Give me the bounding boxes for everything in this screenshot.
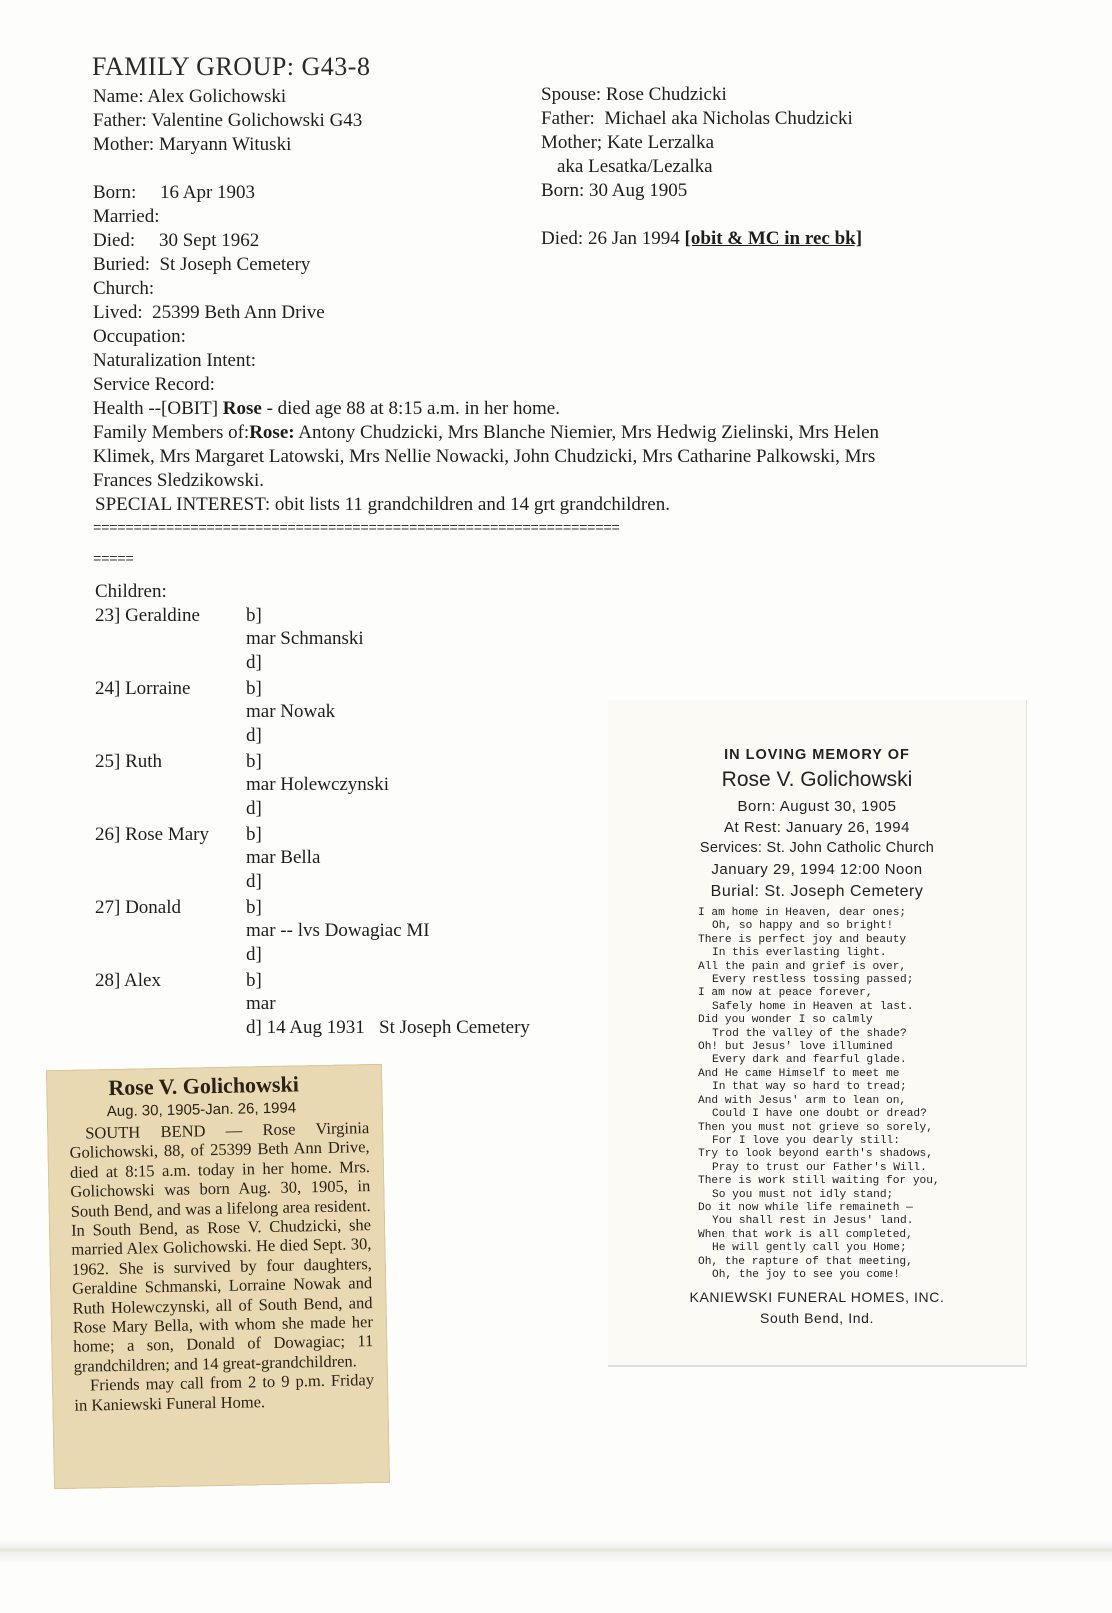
spouse-died	[541, 227, 862, 251]
poem-line: Do it now while life remaineth —	[698, 1201, 913, 1214]
spouse-died-date: Died: 26 Jan 1994	[541, 228, 680, 249]
child-26-married: mar Bella	[246, 847, 321, 868]
poem-line: Oh, so happy and so bright!	[712, 920, 894, 933]
child-23-name: 23] Geraldine	[95, 605, 200, 626]
card-born: Born: August 30, 1905	[737, 798, 897, 815]
family-members-line1	[93, 421, 879, 445]
family-members-name: Rose:	[249, 422, 295, 443]
poem-line: And with Jesus' arm to lean on,	[698, 1094, 907, 1107]
husband-buried: Buried: St Joseph Cemetery	[93, 254, 311, 275]
poem-line: Pray to trust our Father's Will.	[712, 1161, 927, 1174]
husband-church: Church:	[93, 278, 155, 299]
husband-naturalization: Naturalization Intent:	[93, 350, 257, 371]
child-26-born: b]	[246, 824, 262, 845]
child-25-died: d]	[246, 798, 262, 819]
clipping-headline: Rose V. Golichowski	[108, 1071, 300, 1101]
spouse-born: Born: 30 Aug 1905	[541, 180, 688, 201]
card-service-date: January 29, 1994 12:00 Noon	[711, 861, 923, 878]
child-26-died: d]	[246, 871, 262, 892]
spouse-father: Father: Michael aka Nicholas Chudzicki	[541, 108, 853, 129]
husband-born: Born: 16 Apr 1903	[93, 182, 256, 203]
clipping-dates: Aug. 30, 1905-Jan. 26, 1994	[106, 1099, 297, 1121]
poem-line: Try to look beyond earth's shadows,	[698, 1148, 933, 1161]
child-27-name: 27] Donald	[95, 897, 182, 918]
health-text: - died age 88 at 8:15 a.m. in her home.	[266, 398, 560, 419]
husband-married: Married:	[93, 206, 160, 227]
child-28-married: mar	[246, 993, 276, 1014]
poem-line: Oh, the joy to see you come!	[712, 1268, 900, 1281]
poem-line: Every dark and fearful glade.	[712, 1054, 907, 1067]
child-24-name: 24] Lorraine	[95, 678, 191, 699]
card-city: South Bend, Ind.	[760, 1310, 874, 1326]
memorial-card	[608, 700, 1027, 1367]
poem-line: Safely home in Heaven at last.	[712, 1000, 914, 1013]
child-28-born: b]	[246, 970, 262, 991]
child-28-died: d] 14 Aug 1931 St Joseph Cemetery	[246, 1017, 530, 1038]
husband-occupation: Occupation:	[93, 326, 186, 347]
poem-line: He will gently call you Home;	[712, 1242, 907, 1255]
poem-line: All the pain and grief is over,	[698, 960, 907, 973]
children-label: Children:	[95, 581, 167, 602]
poem-line: Then you must not grieve so sorely,	[698, 1121, 933, 1134]
poem-line: Oh, the rapture of that meeting,	[698, 1255, 913, 1268]
child-26-name: 26] Rose Mary	[95, 824, 209, 845]
obit-note: [obit & MC in rec bk]	[684, 228, 863, 249]
family-members-text1: Antony Chudzicki, Mrs Blanche Niemier, Mrs Hedwig Zielinski, Mrs Helen	[298, 422, 880, 443]
poem-line: Did you wonder I so calmly	[698, 1014, 873, 1027]
child-28-name: 28] Alex	[95, 970, 161, 991]
poem-line: Could I have one doubt or dread?	[712, 1108, 927, 1121]
health-prefix: Health --[OBIT]	[93, 398, 219, 419]
poem-line: You shall rest in Jesus' land.	[712, 1215, 914, 1228]
family-members-line3: Frances Sledzikowski.	[93, 470, 264, 491]
card-poem	[698, 907, 958, 1282]
poem-line: Oh! but Jesus' love illumined	[698, 1041, 893, 1054]
husband-father: Father: Valentine Golichowski G43	[93, 110, 363, 131]
family-members-prefix: Family Members of:	[93, 422, 250, 443]
husband-died: Died: 30 Sept 1962	[93, 230, 260, 251]
newspaper-obituary-clipping	[46, 1064, 390, 1489]
scan-edge-band	[0, 1538, 1112, 1562]
card-services: Services: St. John Catholic Church	[699, 840, 935, 856]
spouse-name: Spouse: Rose Chudzicki	[541, 84, 727, 105]
poem-line: There is work still waiting for you,	[698, 1175, 940, 1188]
card-at-rest: At Rest: January 26, 1994	[724, 819, 910, 836]
child-24-died: d]	[246, 725, 262, 746]
card-burial: Burial: St. Joseph Cemetery	[710, 883, 924, 900]
child-27-died: d]	[246, 944, 262, 965]
poem-line: I am now at peace forever,	[698, 987, 873, 1000]
family-group-title: FAMILY GROUP: G43-8	[92, 52, 371, 81]
husband-service-record: Service Record:	[93, 374, 215, 395]
poem-line: When that work is all completed,	[698, 1228, 913, 1241]
poem-line: There is perfect joy and beauty	[698, 933, 907, 946]
child-24-married: mar Nowak	[246, 701, 336, 722]
poem-line: Every restless tossing passed;	[712, 974, 914, 987]
clipping-visitation: Friends may call from 2 to 9 p.m. Friday in Kaniewski Funeral Home.	[74, 1370, 375, 1415]
husband-lived: Lived: 25399 Beth Ann Drive	[93, 302, 325, 323]
separator-line: =================================================================	[93, 521, 620, 537]
poem-line: I am home in Heaven, dear ones;	[698, 907, 907, 919]
poem-line: And He came Himself to meet me	[698, 1067, 900, 1080]
child-23-married: mar Schmanski	[246, 628, 364, 649]
poem-line: So you must not idly stand;	[712, 1188, 894, 1201]
card-funeral-home: KANIEWSKI FUNERAL HOMES, INC.	[689, 1289, 945, 1305]
husband-name: Name: Alex Golichowski	[93, 86, 287, 107]
special-interest: SPECIAL INTEREST: obit lists 11 grandchildren and 14 grt grandchildren.	[95, 494, 670, 515]
child-25-born: b]	[246, 751, 262, 772]
child-27-born: b]	[246, 897, 262, 918]
health-line	[93, 397, 560, 421]
spouse-mother: Mother; Kate Lerzalka	[541, 132, 715, 153]
husband-mother: Mother: Maryann Wituski	[93, 134, 292, 155]
card-in-memory: IN LOVING MEMORY OF	[724, 747, 910, 763]
family-members-line2: Klimek, Mrs Margaret Latowski, Mrs Nellie Nowacki, John Chudzicki, Mrs Catharine Palkowski, Mrs	[93, 446, 876, 467]
child-25-married: mar Holewczynski	[246, 774, 389, 795]
card-name: Rose V. Golichowski	[721, 768, 913, 791]
spouse-mother-aka: aka Lesatka/Lezalka	[557, 156, 713, 177]
poem-line: In this everlasting light.	[712, 947, 887, 960]
poem-line: In that way so hard to tread;	[712, 1081, 907, 1094]
separator-tail: =====	[93, 552, 134, 568]
clipping-body	[69, 1118, 375, 1415]
child-23-born: b]	[246, 605, 262, 626]
health-name: Rose	[222, 398, 262, 419]
poem-line: Trod the valley of the shade?	[712, 1027, 907, 1040]
child-24-born: b]	[246, 678, 262, 699]
poem-line: For I love you dearly still:	[712, 1134, 900, 1147]
child-27-married: mar -- lvs Dowagiac MI	[246, 920, 430, 941]
child-23-died: d]	[246, 652, 262, 673]
child-25-name: 25] Ruth	[95, 751, 163, 772]
clipping-text: SOUTH BEND — Rose Virginia Golichowski, 88, of 25399 Beth Ann Drive, died at 8:15 a.m. today in her home. Mrs. Golichowski was born Aug. 30, 1905, in South Bend, and was a lifelong area resident. In South Bend, as Rose V. Chudzicki, she married Alex Golichowski. He died Sept. 30, 1962. She is survived by four daughters, Geraldine Schmanski, Lorraine Nowak and Ruth Holewczynski, all of South Bend, and Rose Mary Bella, with whom she made her home; a son, Donald of Dowagiac; 11 grandchildren; and 14 great-grandchildren.	[69, 1118, 374, 1376]
